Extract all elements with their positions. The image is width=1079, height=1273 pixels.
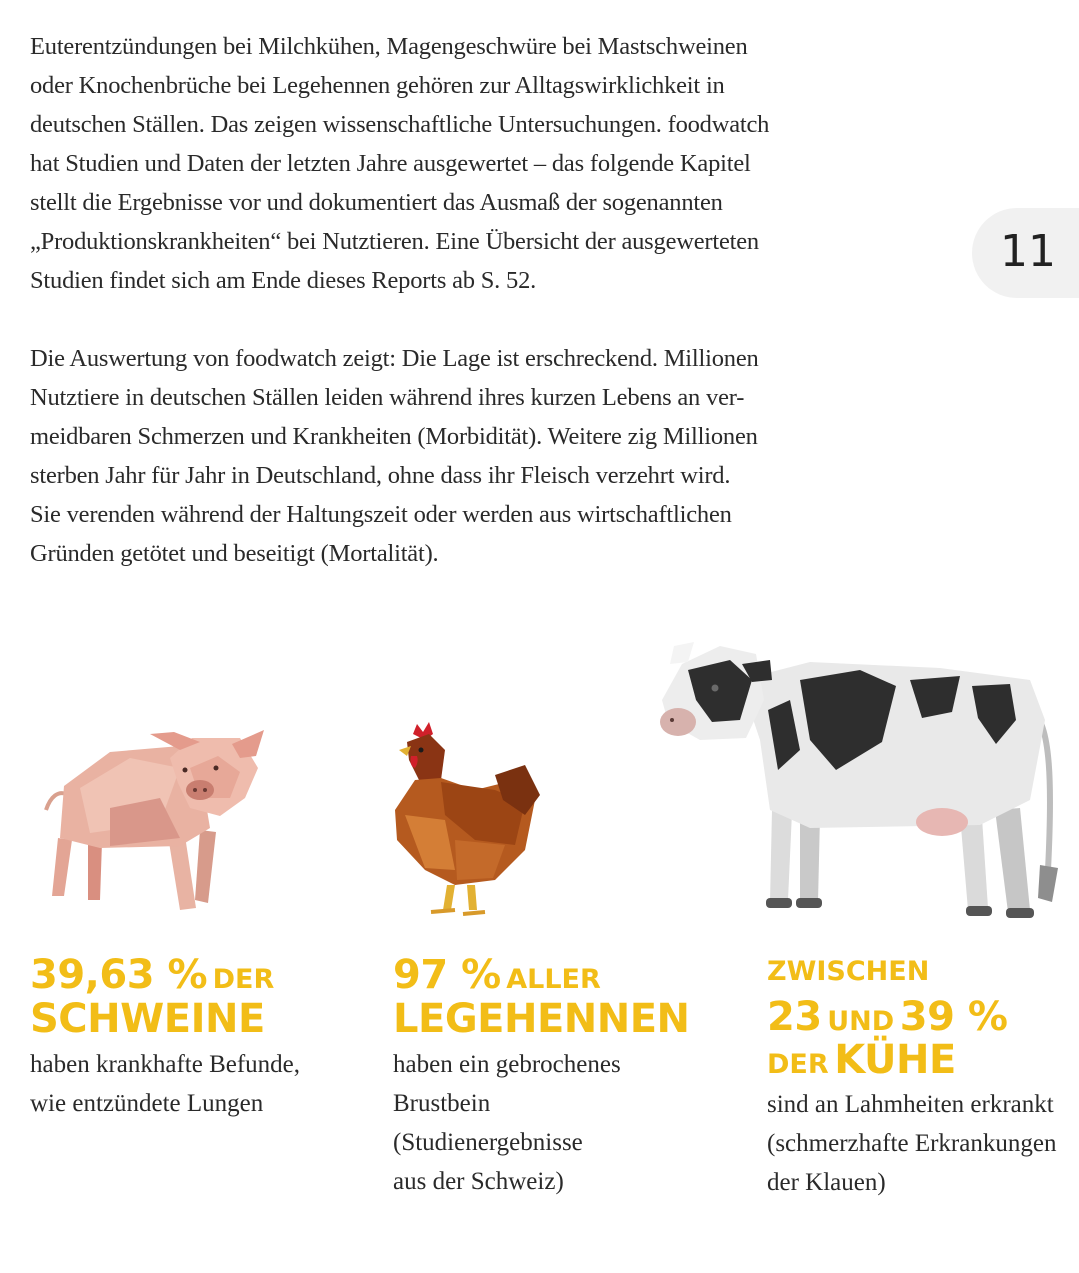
cow-stat-and: UND <box>827 1006 895 1037</box>
cow-stat-word: KÜHE <box>834 1037 956 1083</box>
description-line: (schmerzhafte Erkrankungen <box>767 1130 1057 1157</box>
text-line: stellt die Ergebnisse vor und dokumentiert das Ausmaß der sogenannten <box>30 189 723 216</box>
text-line: deutschen Ställen. Das zeigen wissenschaftliche Untersuchungen. foodwatch <box>30 111 770 138</box>
text-line: Euterentzündungen bei Milchkühen, Magengeschwüre bei Mastschweinen <box>30 33 748 60</box>
description-line: haben krankhafte Befunde, <box>30 1051 301 1078</box>
hen-stat-value: 97 % <box>393 952 501 998</box>
intro-paragraph-2 <box>30 339 890 573</box>
text-line: Die Auswertung von foodwatch zeigt: Die Lage ist erschreckend. Millionen <box>30 345 759 372</box>
pig-stat-line1 <box>30 952 275 998</box>
description-line: (Studienergebnisse <box>393 1129 583 1156</box>
description-line: Brustbein <box>393 1090 491 1117</box>
cow-icon <box>660 640 1065 925</box>
pig-icon <box>40 728 270 913</box>
description-line: sind an Lahmheiten erkrankt <box>767 1091 1054 1118</box>
cow-stat-line1: ZWISCHEN <box>767 956 930 987</box>
hen-stat-description <box>393 1045 621 1201</box>
intro-paragraph-1 <box>30 27 890 300</box>
text-line: Gründen getötet und beseitigt (Mortalität). <box>30 540 439 567</box>
text-line: meidbaren Schmerzen und Krankheiten (Morbidität). Weitere zig Millionen <box>30 423 758 450</box>
pig-stat-word2: SCHWEINE <box>30 996 265 1042</box>
pig-stat-word1: DER <box>212 964 275 995</box>
text-line: oder Knochenbrüche bei Legehennen gehören zur Alltagswirklichkeit in <box>30 72 725 99</box>
text-line: Sie verenden während der Haltungszeit oder werden aus wirtschaftlichen <box>30 501 732 528</box>
hen-stat-word2: LEGEHENNEN <box>393 996 690 1042</box>
hen-stat-line1 <box>393 952 601 998</box>
text-line: Nutztiere in deutschen Ställen leiden während ihres kurzen Lebens an ver- <box>30 384 745 411</box>
text-line: „Produktionskrankheiten“ bei Nutztieren. Eine Übersicht der ausgewerteten <box>30 228 759 255</box>
cow-stat-line3 <box>767 1037 956 1083</box>
pig-stat-description <box>30 1045 300 1123</box>
description-line: haben ein gebrochenes <box>393 1051 621 1078</box>
cow-stat-num2: 39 % <box>899 994 1008 1040</box>
text-line: Studien findet sich am Ende dieses Reports ab S. 52. <box>30 267 537 294</box>
hen-stat-word1: ALLER <box>506 964 601 995</box>
text-line: hat Studien und Daten der letzten Jahre ausgewertet – das folgende Kapitel <box>30 150 751 177</box>
page-number: 11 <box>1000 226 1056 277</box>
cow-stat-num1: 23 <box>767 994 822 1040</box>
pig-stat-value: 39,63 % <box>30 952 208 998</box>
cow-stat-description <box>767 1085 1079 1202</box>
text-line: sterben Jahr für Jahr in Deutschland, ohne dass ihr Fleisch verzehrt wird. <box>30 462 731 489</box>
cow-stat-der: DER <box>767 1049 829 1080</box>
description-line: wie entzündete Lungen <box>30 1090 264 1117</box>
description-line: der Klauen) <box>767 1169 886 1196</box>
description-line: aus der Schweiz) <box>393 1168 564 1195</box>
hen-icon <box>385 720 540 920</box>
cow-stat-line2 <box>767 994 1008 1040</box>
